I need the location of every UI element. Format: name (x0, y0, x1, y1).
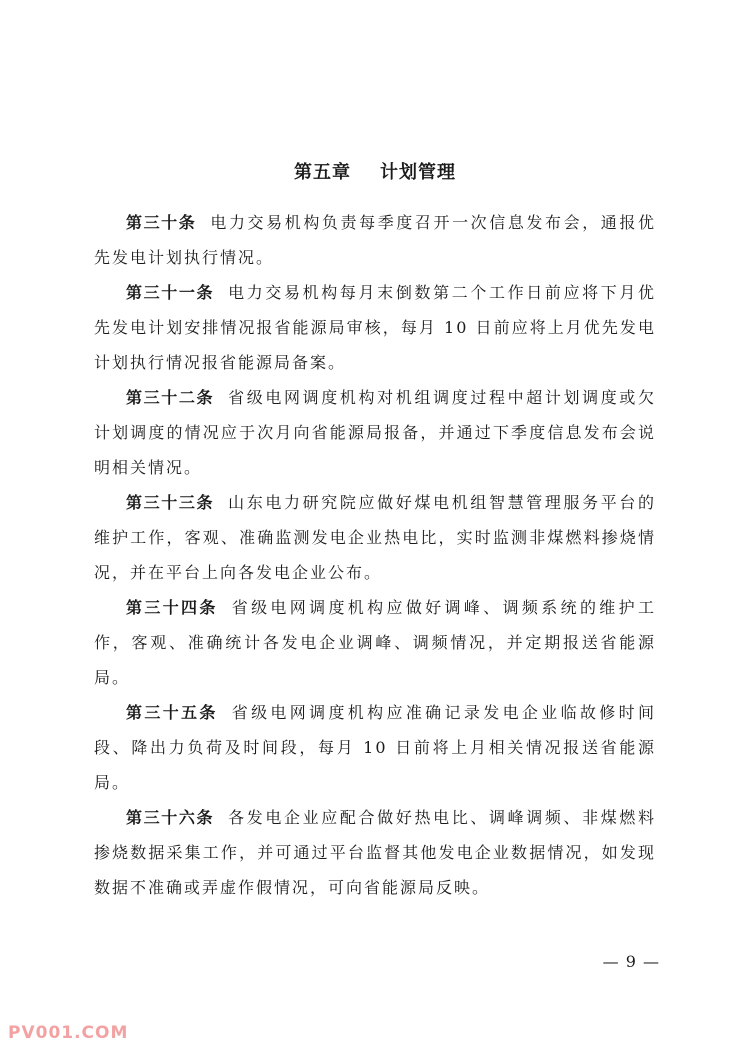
article-label: 第三十条 (126, 213, 197, 232)
article-text: 电力交易机构负责每季度召开一次信息发布会，通报优先发电计划执行情况。 (94, 213, 656, 267)
article-36 (94, 800, 656, 905)
article-34 (94, 590, 656, 695)
article-text: 电力交易机构每月末倒数第二个工作日前应将下月优先发电计划安排情况报省能源局审核，每月 10 日前应将上月优先发电计划执行情况报省能源局备案。 (94, 283, 656, 372)
article-label: 第三十六条 (126, 808, 215, 827)
article-label: 第三十一条 (126, 283, 215, 302)
article-text: 省级电网调度机构应做好调峰、调频系统的维护工作，客观、准确统计各发电企业调峰、调频情况，并定期报送省能源局。 (94, 598, 656, 687)
article-32 (94, 380, 656, 485)
article-label: 第三十五条 (126, 703, 218, 722)
article-label: 第三十四条 (126, 598, 218, 617)
watermark-text: PV001.COM (8, 1023, 129, 1043)
article-35 (94, 695, 656, 800)
article-label: 第三十二条 (126, 388, 215, 407)
article-30 (94, 205, 656, 275)
article-text: 省级电网调度机构对机组调度过程中超计划调度或欠计划调度的情况应于次月向省能源局报备，并通过下季度信息发布会说明相关情况。 (94, 388, 656, 477)
article-text: 省级电网调度机构应准确记录发电企业临故修时间段、降出力负荷及时间段，每月 10 日前将上月相关情况报送省能源局。 (94, 703, 656, 792)
article-31 (94, 275, 656, 380)
article-text: 各发电企业应配合做好热电比、调峰调频、非煤燃料掺烧数据采集工作，并可通过平台监督其他发电企业数据情况，如发现数据不准确或弄虚作假情况，可向省能源局反映。 (94, 808, 656, 897)
article-label: 第三十三条 (126, 493, 215, 512)
article-text: 山东电力研究院应做好煤电机组智慧管理服务平台的维护工作，客观、准确监测发电企业热电比，实时监测非煤燃料掺烧情况，并在平台上向各发电企业公布。 (94, 493, 656, 582)
article-list (94, 205, 656, 905)
article-33 (94, 485, 656, 590)
chapter-title: 第五章 计划管理 (293, 162, 457, 183)
page-number: — 9 — (602, 952, 660, 971)
